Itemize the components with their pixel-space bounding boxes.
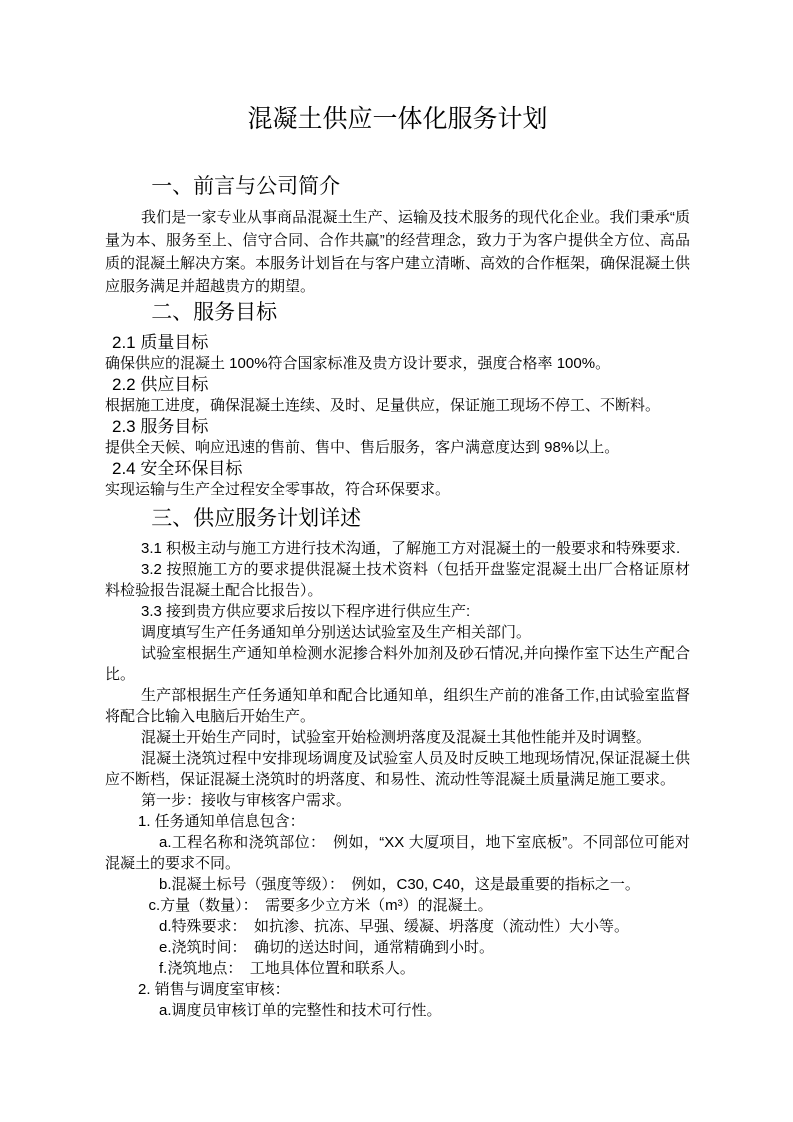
subsection-2-2-body: 根据施工进度，确保混凝土连续、及时、足量供应，保证施工现场不停工、不断料。 [105,397,661,414]
process-step-production-prep: 生产部根据生产任务通知单和配合比通知单，组织生产前的准备工作,由试验室监督将配合比输入电脑后开始生产。 [105,687,690,725]
list-item-1: 1. 任务通知单信息包含： [138,813,305,830]
paragraph-3-2: 3.2 按照施工方的要求提供混凝土技术资料（包括开盘鉴定混凝土出厂合格证原材料检验报告混凝土配合比报告）。 [105,561,690,599]
step1-heading: 第一步：接收与审核客户需求。 [141,792,352,809]
section1-heading: 一、前言与公司简介 [151,175,341,198]
subsection-2-1-heading: 2.1 质量目标 [112,333,209,352]
subsection-2-3-heading: 2.3 服务目标 [112,417,209,436]
process-step-dispatch: 调度填写生产任务通知单分别送达试验室及生产相关部门。 [141,624,532,641]
section3-heading: 三、供应服务计划详述 [151,507,362,530]
section2-heading: 二、服务目标 [151,301,278,324]
paragraph-3-1: 3.1 积极主动与施工方进行技术沟通，了解施工方对混凝土的一般要求和特殊要求. [141,540,681,557]
document-title: 混凝土供应一体化服务计划 [247,105,548,133]
intro-paragraph: 我们是一家专业从事商品混凝土生产、运输及技术服务的现代化企业。我们秉承“质量为本、服务至上、信守合同、合作共赢”的经营理念，致力于为客户提供全方位、高品质的混凝土解决方案。本服务计划旨在与客户建立清晰、高效的合作框架，确保混凝土供应服务满足并超越贵方的期望。 [105,209,691,295]
list-item-1b: b.混凝土标号（强度等级）： 例如，C30, C40，这是最重要的指标之一。 [159,876,640,893]
process-step-pouring-support: 混凝土浇筑过程中安排现场调度及试验室人员及时反映工地现场情况,保证混凝土供应不断档，保证混凝土浇筑时的坍落度、和易性、流动性等混凝土质量满足施工要求。 [105,750,690,788]
list-item-1d: d.特殊要求： 如抗渗、抗冻、早强、缓凝、坍落度（流动性）大小等。 [159,918,630,935]
list-item-1a: a.工程名称和浇筑部位： 例如，“XX 大厦项目，地下室底板”。不同部位可能对混凝土的要求不同。 [105,834,690,872]
process-step-lab-test: 试验室根据生产通知单检测水泥掺合料外加剂及砂石情况,并向操作室下达生产配合比。 [105,645,690,683]
subsection-2-4-body: 实现运输与生产全过程安全零事故，符合环保要求。 [105,481,451,498]
subsection-2-1-body: 确保供应的混凝土 100%符合国家标准及贵方设计要求，强度合格率 100%。 [105,355,611,372]
list-item-1f: f.浇筑地点： 工地具体位置和联系人。 [159,960,415,977]
subsection-2-4-heading: 2.4 安全环保目标 [112,459,243,478]
list-item-1c: c.方量（数量）： 需要多少立方米（m³）的混凝土。 [148,897,493,914]
subsection-2-3-body: 提供全天候、响应迅速的售前、售中、售后服务，客户满意度达到 98%以上。 [105,439,620,456]
subsection-2-2-heading: 2.2 供应目标 [112,375,209,394]
list-item-1e: e.浇筑时间： 确切的送达时间，通常精确到小时。 [159,939,495,956]
list-item-2: 2. 销售与调度室审核： [138,981,290,998]
paragraph-3-3: 3.3 接到贵方供应要求后按以下程序进行供应生产: [141,603,471,620]
process-step-slump-test: 混凝土开始生产同时，试验室开始检测坍落度及混凝土其他性能并及时调整。 [141,729,652,746]
list-item-2a: a.调度员审核订单的完整性和技术可行性。 [159,1002,442,1019]
